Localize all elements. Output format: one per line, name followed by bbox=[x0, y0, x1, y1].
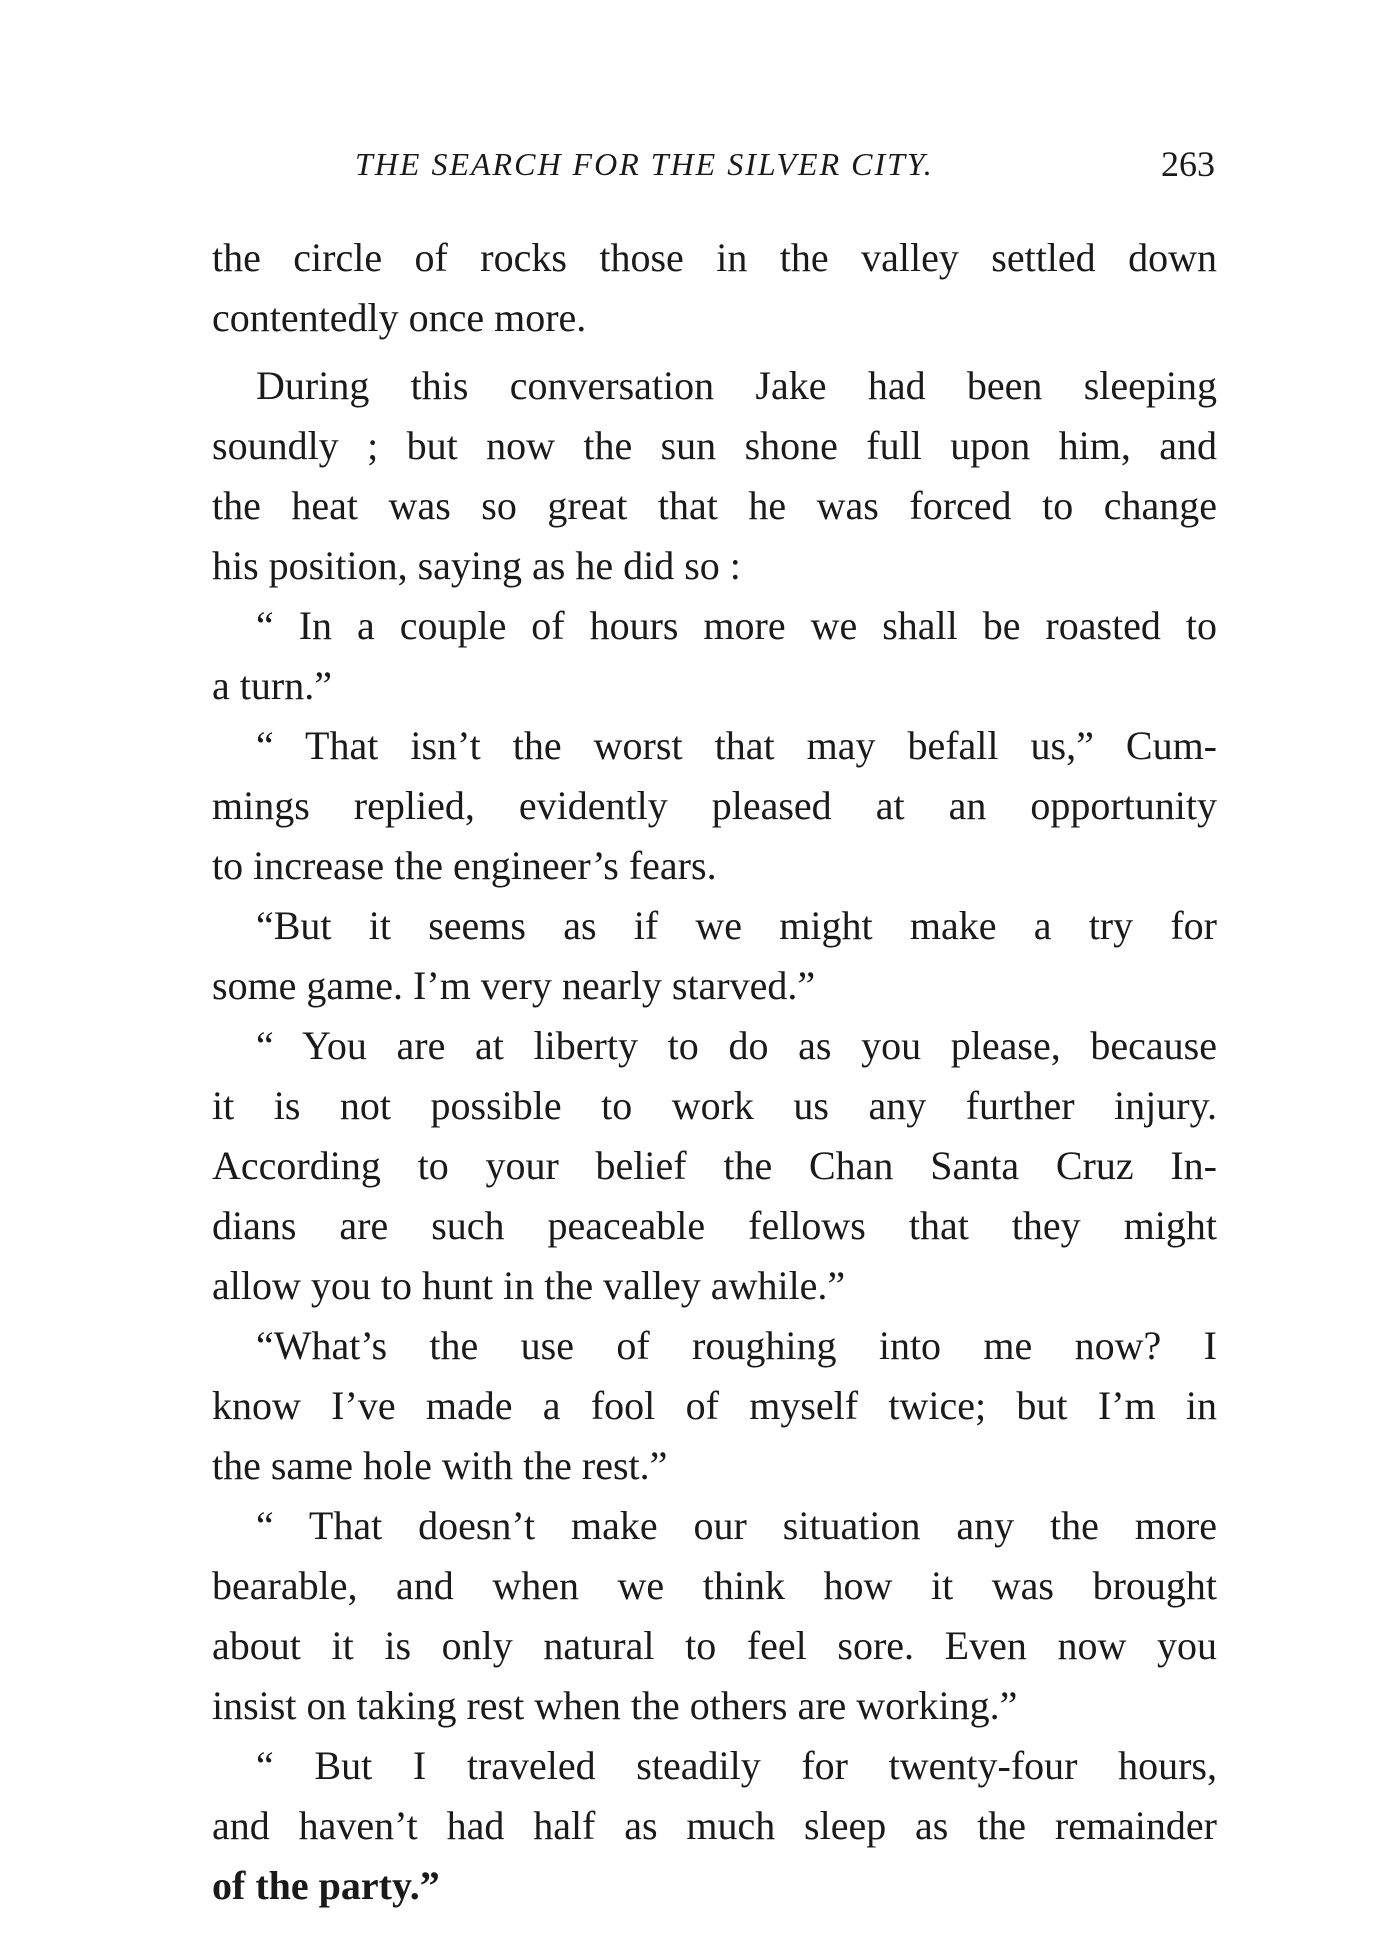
text-line: know I’ve made a fool of myself twice; but I’m in bbox=[212, 1383, 1217, 1428]
text-line: “ You are at liberty to do as you please, because bbox=[256, 1023, 1217, 1068]
text-line: During this conversation Jake had been sleeping bbox=[256, 363, 1217, 408]
text-line: of the party.” bbox=[212, 1863, 440, 1908]
text-line: it is not possible to work us any further injury. bbox=[212, 1083, 1217, 1128]
body-text bbox=[212, 228, 1217, 1916]
page-number: 263 bbox=[1161, 144, 1215, 184]
text-line: According to your belief the Chan Santa Cruz In- bbox=[212, 1143, 1217, 1188]
text-line: “What’s the use of roughing into me now? I bbox=[256, 1323, 1217, 1368]
running-head bbox=[355, 142, 1215, 192]
text-line: bearable, and when we think how it was brought bbox=[212, 1563, 1217, 1608]
text-line: his position, saying as he did so : bbox=[212, 543, 741, 588]
text-line: the circle of rocks those in the valley settled down bbox=[212, 235, 1217, 280]
text-line: “ That doesn’t make our situation any the more bbox=[256, 1503, 1217, 1548]
text-line: the same hole with the rest.” bbox=[212, 1443, 668, 1488]
text-line: insist on taking rest when the others are working.” bbox=[212, 1683, 1018, 1728]
text-line: and haven’t had half as much sleep as the remainder bbox=[212, 1803, 1217, 1848]
text-line: mings replied, evidently pleased at an opportunity bbox=[212, 783, 1217, 828]
text-line: “ But I traveled steadily for twenty-four hours, bbox=[256, 1743, 1217, 1788]
text-line: contentedly once more. bbox=[212, 295, 587, 340]
text-line: “ In a couple of hours more we shall be roasted to bbox=[256, 603, 1217, 648]
text-line: some game. I’m very nearly starved.” bbox=[212, 963, 816, 1008]
text-line: “But it seems as if we might make a try for bbox=[256, 903, 1217, 948]
text-line: allow you to hunt in the valley awhile.” bbox=[212, 1263, 846, 1308]
text-line: a turn.” bbox=[212, 663, 332, 708]
text-line: the heat was so great that he was forced to change bbox=[212, 483, 1217, 528]
text-line: soundly ; but now the sun shone full upon him, and bbox=[212, 423, 1217, 468]
text-line: about it is only natural to feel sore. Even now you bbox=[212, 1623, 1217, 1668]
running-title: THE SEARCH FOR THE SILVER CITY. bbox=[355, 146, 934, 182]
text-line: to increase the engineer’s fears. bbox=[212, 843, 717, 888]
text-line: “ That isn’t the worst that may befall us,” Cum- bbox=[256, 723, 1217, 768]
text-line: dians are such peaceable fellows that they might bbox=[212, 1203, 1217, 1248]
